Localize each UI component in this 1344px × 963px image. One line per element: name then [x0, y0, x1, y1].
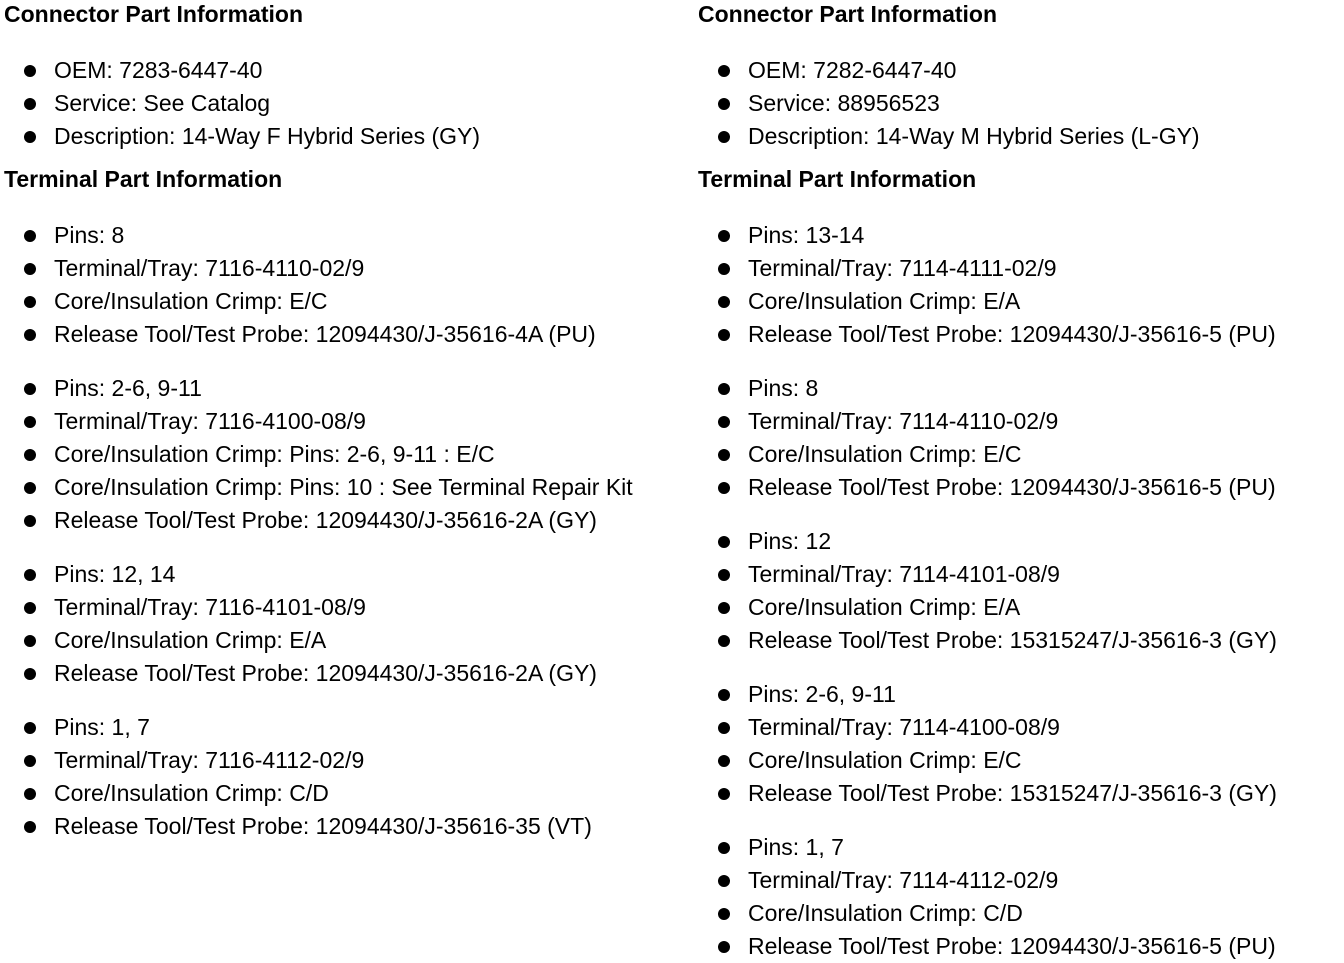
bullet-icon: [718, 131, 730, 143]
list-item: [698, 624, 1342, 657]
list-item: [698, 744, 1342, 777]
list-item: [698, 54, 1342, 87]
bullet-icon: [718, 689, 730, 701]
list-item: [698, 405, 1342, 438]
bullet-icon: [24, 482, 36, 494]
list-item: [698, 711, 1342, 744]
right-column: [698, 0, 1342, 963]
list-item: [698, 930, 1342, 963]
list-item: [4, 219, 692, 252]
item-text: OEM: 7282-6447-40: [748, 57, 957, 83]
terminal-group: [698, 219, 1342, 351]
bullet-icon: [718, 755, 730, 767]
terminal-group: [698, 678, 1342, 810]
terminal-group: [4, 219, 692, 351]
item-text: Terminal/Tray: 7114-4101-08/9: [748, 561, 1060, 587]
list-item: [4, 657, 692, 690]
list-item: [698, 87, 1342, 120]
bullet-icon: [24, 383, 36, 395]
item-text: Release Tool/Test Probe: 12094430/J-35616-2A (GY): [54, 660, 597, 686]
terminal-group: [4, 711, 692, 843]
list-item: [698, 864, 1342, 897]
terminal-group: [698, 831, 1342, 963]
list-item: [4, 744, 692, 777]
list-item: [4, 777, 692, 810]
bullet-icon: [718, 842, 730, 854]
list-item: [4, 591, 692, 624]
bullet-icon: [24, 65, 36, 77]
bullet-icon: [718, 65, 730, 77]
item-text: Pins: 12, 14: [54, 561, 176, 587]
terminal-group: [4, 558, 692, 690]
bullet-icon: [24, 449, 36, 461]
bullet-icon: [24, 755, 36, 767]
bullet-icon: [24, 230, 36, 242]
bullet-icon: [24, 515, 36, 527]
bullet-icon: [718, 329, 730, 341]
item-text: Release Tool/Test Probe: 15315247/J-35616-3 (GY): [748, 780, 1277, 806]
bullet-icon: [24, 296, 36, 308]
bullet-icon: [718, 449, 730, 461]
item-text: Terminal/Tray: 7114-4112-02/9: [748, 867, 1059, 893]
item-text: Core/Insulation Crimp: Pins: 2-6, 9-11 : E/C: [54, 441, 495, 467]
bullet-icon: [718, 941, 730, 953]
item-text: Terminal/Tray: 7114-4111-02/9: [748, 255, 1057, 281]
item-text: Core/Insulation Crimp: E/C: [748, 747, 1022, 773]
item-text: Pins: 1, 7: [748, 834, 844, 860]
list-item: [698, 252, 1342, 285]
item-text: Service: See Catalog: [54, 90, 271, 116]
bullet-icon: [24, 569, 36, 581]
connector-list: [4, 54, 692, 153]
left-column: [4, 0, 692, 843]
bullet-icon: [24, 416, 36, 428]
item-text: Description: 14-Way M Hybrid Series (L-GY): [748, 123, 1200, 149]
bullet-icon: [718, 569, 730, 581]
list-item: [4, 372, 692, 405]
item-text: Pins: 8: [748, 375, 819, 401]
item-text: Release Tool/Test Probe: 12094430/J-35616-4A (PU): [54, 321, 596, 347]
terminal-heading: Terminal Part Information: [698, 166, 977, 192]
bullet-icon: [24, 788, 36, 800]
list-item: [4, 471, 692, 504]
list-item: [4, 624, 692, 657]
item-text: Pins: 8: [54, 222, 125, 248]
bullet-icon: [24, 668, 36, 680]
list-item: [4, 504, 692, 537]
item-text: Release Tool/Test Probe: 12094430/J-35616-2A (GY): [54, 507, 597, 533]
bullet-icon: [24, 635, 36, 647]
bullet-icon: [24, 131, 36, 143]
list-item: [4, 120, 692, 153]
list-item: [698, 525, 1342, 558]
list-item: [4, 318, 692, 351]
list-item: [698, 678, 1342, 711]
item-text: Release Tool/Test Probe: 12094430/J-35616-5 (PU): [748, 321, 1276, 347]
list-item: [698, 219, 1342, 252]
bullet-icon: [24, 722, 36, 734]
bullet-icon: [24, 602, 36, 614]
item-text: Terminal/Tray: 7116-4112-02/9: [54, 747, 365, 773]
bullet-icon: [718, 602, 730, 614]
bullet-icon: [718, 263, 730, 275]
item-text: Pins: 12: [748, 528, 832, 554]
bullet-icon: [718, 722, 730, 734]
list-item: [4, 54, 692, 87]
list-item: [4, 438, 692, 471]
list-item: [698, 558, 1342, 591]
bullet-icon: [718, 875, 730, 887]
bullet-icon: [718, 536, 730, 548]
bullet-icon: [24, 821, 36, 833]
list-item: [698, 438, 1342, 471]
item-text: Core/Insulation Crimp: E/C: [748, 441, 1022, 467]
item-text: Core/Insulation Crimp: E/C: [54, 288, 328, 314]
item-text: OEM: 7283-6447-40: [54, 57, 263, 83]
terminal-group: [698, 372, 1342, 504]
item-text: Core/Insulation Crimp: C/D: [748, 900, 1023, 926]
list-item: [4, 285, 692, 318]
item-text: Release Tool/Test Probe: 12094430/J-35616-5 (PU): [748, 474, 1276, 500]
item-text: Release Tool/Test Probe: 12094430/J-35616-5 (PU): [748, 933, 1276, 959]
item-text: Core/Insulation Crimp: Pins: 10 : See Terminal Repair Kit: [54, 474, 633, 500]
list-item: [4, 711, 692, 744]
item-text: Terminal/Tray: 7116-4100-08/9: [54, 408, 366, 434]
list-item: [4, 405, 692, 438]
list-item: [4, 87, 692, 120]
list-item: [698, 591, 1342, 624]
terminal-heading: Terminal Part Information: [4, 166, 283, 192]
item-text: Core/Insulation Crimp: E/A: [748, 288, 1021, 314]
terminal-group: [4, 372, 692, 537]
list-item: [698, 372, 1342, 405]
item-text: Core/Insulation Crimp: C/D: [54, 780, 329, 806]
list-item: [698, 831, 1342, 864]
terminal-group: [698, 525, 1342, 657]
item-text: Core/Insulation Crimp: E/A: [748, 594, 1021, 620]
item-text: Release Tool/Test Probe: 15315247/J-35616-3 (GY): [748, 627, 1277, 653]
item-text: Pins: 2-6, 9-11: [748, 681, 896, 707]
list-item: [4, 252, 692, 285]
bullet-icon: [718, 383, 730, 395]
item-text: Pins: 1, 7: [54, 714, 150, 740]
bullet-icon: [718, 98, 730, 110]
bullet-icon: [718, 908, 730, 920]
list-item: [698, 285, 1342, 318]
item-text: Pins: 2-6, 9-11: [54, 375, 202, 401]
item-text: Core/Insulation Crimp: E/A: [54, 627, 327, 653]
list-item: [698, 120, 1342, 153]
list-item: [4, 810, 692, 843]
item-text: Terminal/Tray: 7116-4110-02/9: [54, 255, 365, 281]
bullet-icon: [24, 98, 36, 110]
bullet-icon: [718, 482, 730, 494]
list-item: [698, 777, 1342, 810]
list-item: [698, 471, 1342, 504]
bullet-icon: [718, 635, 730, 647]
bullet-icon: [24, 263, 36, 275]
item-text: Description: 14-Way F Hybrid Series (GY): [54, 123, 481, 149]
item-text: Terminal/Tray: 7114-4110-02/9: [748, 408, 1059, 434]
list-item: [698, 897, 1342, 930]
bullet-icon: [718, 230, 730, 242]
item-text: Release Tool/Test Probe: 12094430/J-35616-35 (VT): [54, 813, 592, 839]
list-item: [698, 318, 1342, 351]
connector-list: [698, 54, 1342, 153]
connector-heading: Connector Part Information: [4, 1, 304, 27]
item-text: Pins: 13-14: [748, 222, 865, 248]
bullet-icon: [718, 788, 730, 800]
connector-heading: Connector Part Information: [698, 1, 998, 27]
item-text: Service: 88956523: [748, 90, 940, 116]
list-item: [4, 558, 692, 591]
bullet-icon: [718, 296, 730, 308]
bullet-icon: [24, 329, 36, 341]
item-text: Terminal/Tray: 7116-4101-08/9: [54, 594, 366, 620]
bullet-icon: [718, 416, 730, 428]
item-text: Terminal/Tray: 7114-4100-08/9: [748, 714, 1060, 740]
